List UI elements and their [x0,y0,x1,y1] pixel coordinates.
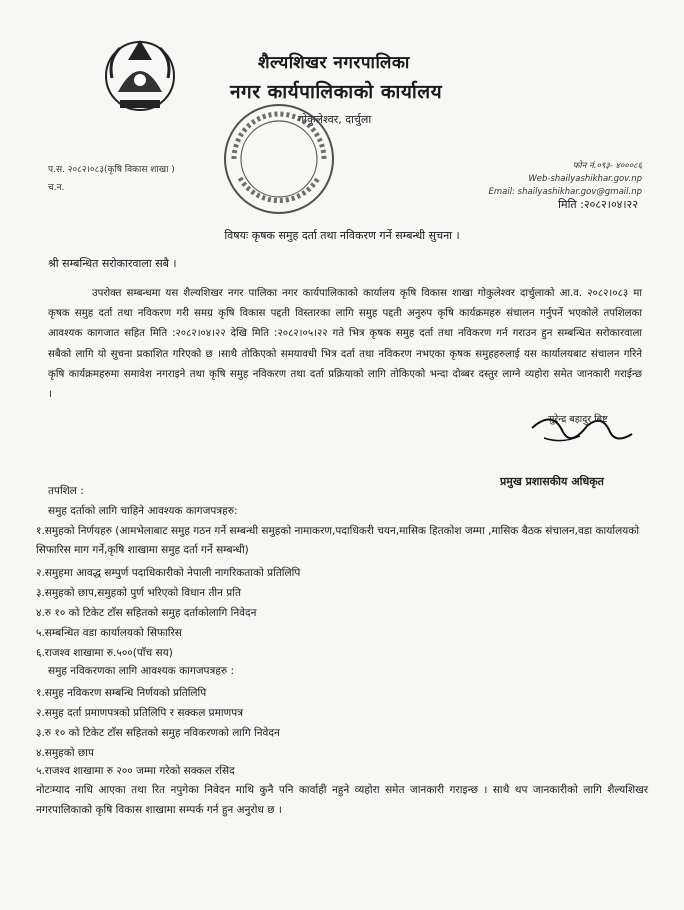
letter-date: मिति :२०८२।०४।२२ [558,198,638,211]
list-item: ५.राजश्व शाखामा रु २०० जम्मा गरेको सक्कल रसिद [36,765,235,777]
office-address: गोकुलेश्वर, दार्चुला [298,113,372,126]
official-seal-icon [220,100,338,218]
reference-number: प.स. २०८२।०८३(कृषि विकास शाखा ) [48,165,175,175]
subject-line: विषयः कृषक समुह दर्ता तथा नविकरण गर्ने सम्बन्धी सुचना । [224,229,460,242]
renewal-heading: समुह नविकरणका लागि आवश्यक कागजपत्रहरु : [48,665,235,677]
notice-body: उपरोक्त सम्बन्धमा यस शैल्यशिखर नगर पालिका नगर कार्यपालिकाको कार्यालय कृषि विकास शाखा गोकुलेश्वर दार्चुलाको आ.व. २०८२।०८३ मा कृषक समुह दर्ता तथा नविकरण गरी समग्र कृषि विकास पद्दती विस्तारका लागि समुह पद्दती अनुरुप कृषि कार्यक्रमहरु संचालन गर्नुपर्ने भएकोले तपशिलका आवश्यक कागजात सहित मिति :२०८२।०४।२२ देखि मिति :२०८२।०५।२२ गते भित्र कृषक समुह दर्ता तथा नविकरण गर्न गराउन हुन सम्बन्धित सरोकारवाला सबैको लागि यो सुचना प्रकाशित गरिएको छ ।साथै तोकिएको समयावधी भित्र दर्ता तथा नविकरण नभएका कृषक समुहहरुलाई यस कार्यालयबाट संचालन गरिने कृषि कार्यक्रमहरुमा समावेश नगराइने तथा कृषि समुह नविकरण तथा दर्ता प्रक्रियाको लागि तोकिएको भन्दा दोब्बर दस्तुर लाग्ने व्यहोरा समेत जानकारी गराईन्छ । [48,288,642,401]
list-item: २.समुह दर्ता प्रमाणपत्रको प्रतिलिपि र सक्कल प्रमाणपत्र [36,707,243,719]
footer-note: नोटःम्याद नाधि आएका तथा रित नपुगेका निवेदन माथि कुनै पनि कार्वाही नहुने व्यहोरा समेत जानकारी गराइन्छ । साथै थप जानकारीको लागि शैल्यशिखर नगरपालिकाको कृषि विकास शाखामा सम्पर्क गर्न हुन अनुरोध छ । [36,784,648,816]
list-item: २.समुहमा आवद्ध सम्पुर्ण पदाधिकारीको नेपाली नागरिकताको प्रतिलिपि [36,567,301,579]
office-name: नगर कार्यपालिकाको कार्यालय [230,81,443,103]
email-link[interactable]: Email: shailyashikhar.gov@gmail.np [488,187,642,197]
list-item: ५.सम्बन्धित वडा कार्यालयको सिफारिस [36,627,182,639]
nepal-emblem-icon [98,30,182,116]
dispatch-number: च.न. [48,183,65,193]
list-item: ४.रु १० को टिकेट टाँस सहितको समुह दर्ताकोलागि निवेदन [36,607,257,619]
signatory-title: प्रमुख प्रशासकीय अधिकृत [500,475,604,488]
registration-heading: समुह दर्ताको लागि चाहिने आवश्यक कागजपत्रहरु: [48,505,238,517]
list-item: ३.समुहको छाप,समुहको पुर्ण भरिएको विधान तीन प्रति [36,587,241,599]
list-item: १.समुह नविकरण सम्बन्धि निर्णयको प्रतिलिपि [36,687,207,699]
signatory-name: सुरेन्द्र बहादुर बिष्ट [548,414,608,425]
list-item: ४.समुहको छाप [36,747,94,759]
list-item: ६.राजश्व शाखामा रु.५००(पाँच सय) [36,647,173,659]
website-link[interactable]: Web-shailyashikhar.gov.np [528,174,642,184]
list-item: ३.रु १० को टिकेट टाँस सहितको समुह नविकरणको लागि निवेदन [36,727,280,739]
addressee: श्री सम्बन्धित सरोकारवाला सबै । [48,257,177,270]
municipality-name: शैल्यशिखर नगरपालिका [258,53,410,73]
list-item: १.समुहको निर्णयहरु (आमभेलाबाट समुह गठन गर्ने सम्बन्धी समुहको नामाकरण,पदाधिकरी चयन,मासिक हितकोश जम्मा ,मासिक बैठक संचालन,वडा कार्यालयको सिफारिस माग गर्ने,कृषि शाखामा समुह दर्ता गर्ने सम्बन्धी) [36,525,640,556]
phone-number: फोन नं.०९३- ४०००८६ [572,161,642,171]
details-label: तपशिल : [48,485,84,497]
